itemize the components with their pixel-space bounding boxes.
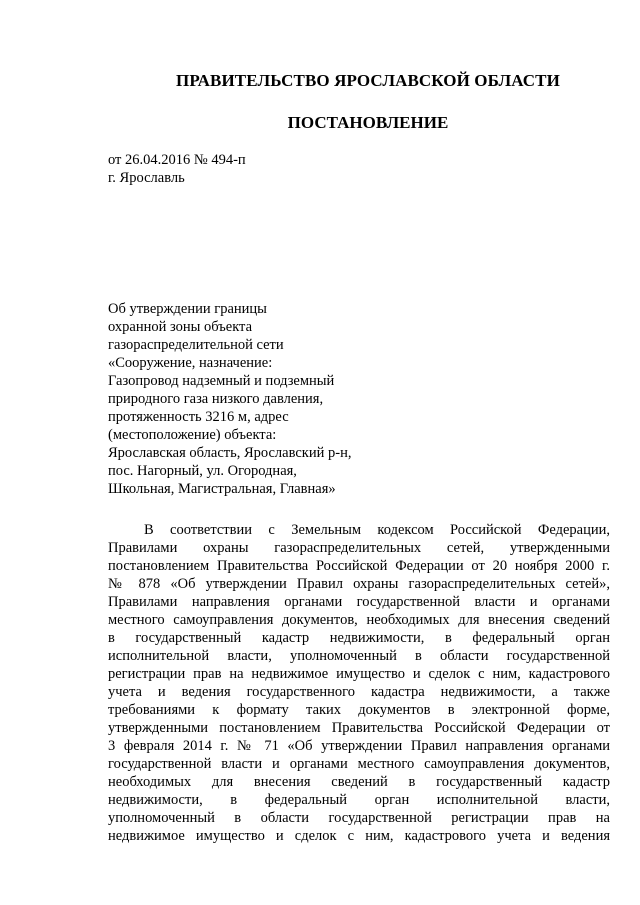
subject-line: Газопровод надземный и подземный xyxy=(108,373,335,389)
body-line: местного самоуправления документов, необходимых для внесения сведений xyxy=(108,612,610,628)
subject-line: протяженность 3216 м, адрес xyxy=(108,409,289,425)
body-line: требованиями к формату таких документов в электронной форме, xyxy=(108,702,610,718)
body-line: Правилами направления органами государственной власти и органами xyxy=(108,594,610,610)
body-line: 3 февраля 2014 г. № 71 «Об утверждении Правил направления органами xyxy=(108,738,610,754)
body-line: учета и ведения государственного кадастра недвижимости, а также xyxy=(108,684,610,700)
subject-line: пос. Нагорный, ул. Огородная, xyxy=(108,463,297,479)
body-line: Правилами охраны газораспределительных сетей, утвержденными xyxy=(108,540,610,556)
body-line: уполномоченный в области государственной регистрации прав на xyxy=(108,810,610,826)
subject-line: Об утверждении границы xyxy=(108,301,267,317)
body-line: недвижимое имущество и сделок с ним, кадастрового учета и ведения xyxy=(108,828,610,844)
body-line: необходимых для внесения сведений в государственный кадастр xyxy=(108,774,610,790)
subject-line: охранной зоны объекта xyxy=(108,319,253,335)
body-line: В соответствии с Земельным кодексом Российской Федерации, xyxy=(144,522,610,538)
body-line: утвержденными постановлением Правительства Российской Федерации от xyxy=(108,720,610,736)
subject-line: газораспределительной сети xyxy=(108,337,284,353)
document-type-title: ПОСТАНОВЛЕНИЕ xyxy=(287,113,449,132)
body-line: постановлением Правительства Российской Федерации от 20 ноября 2000 г. xyxy=(108,558,610,574)
subject-line: природного газа низкого давления, xyxy=(108,391,324,407)
subject-line: «Сооружение, назначение: xyxy=(108,355,273,371)
body-line: исполнительной власти, уполномоченный в области государственной xyxy=(108,648,610,664)
body-line: государственной власти и органами местного самоуправления документов, xyxy=(108,756,610,772)
city: г. Ярославль xyxy=(108,170,185,186)
body-paragraph xyxy=(108,521,610,845)
body-line: регистрации прав на недвижимое имущество и сделок с ним, кадастрового xyxy=(108,666,610,682)
document-meta xyxy=(108,151,246,187)
subject-block xyxy=(108,300,351,498)
subject-line: Ярославская область, Ярославский р-н, xyxy=(108,445,352,461)
date-number: от 26.04.2016 № 494-п xyxy=(108,152,246,168)
subject-line: (местоположение) объекта: xyxy=(108,427,277,443)
body-line: № 878 «Об утверждении Правил охраны газораспределительных сетей», xyxy=(108,576,610,592)
body-line: в государственный кадастр недвижимости, в федеральный орган xyxy=(108,630,610,646)
government-title: ПРАВИТЕЛЬСТВО ЯРОСЛАВСКОЙ ОБЛАСТИ xyxy=(176,71,560,90)
body-line: недвижимости, в федеральный орган исполнительной власти, xyxy=(108,792,610,808)
subject-line: Школьная, Магистральная, Главная» xyxy=(108,481,336,497)
